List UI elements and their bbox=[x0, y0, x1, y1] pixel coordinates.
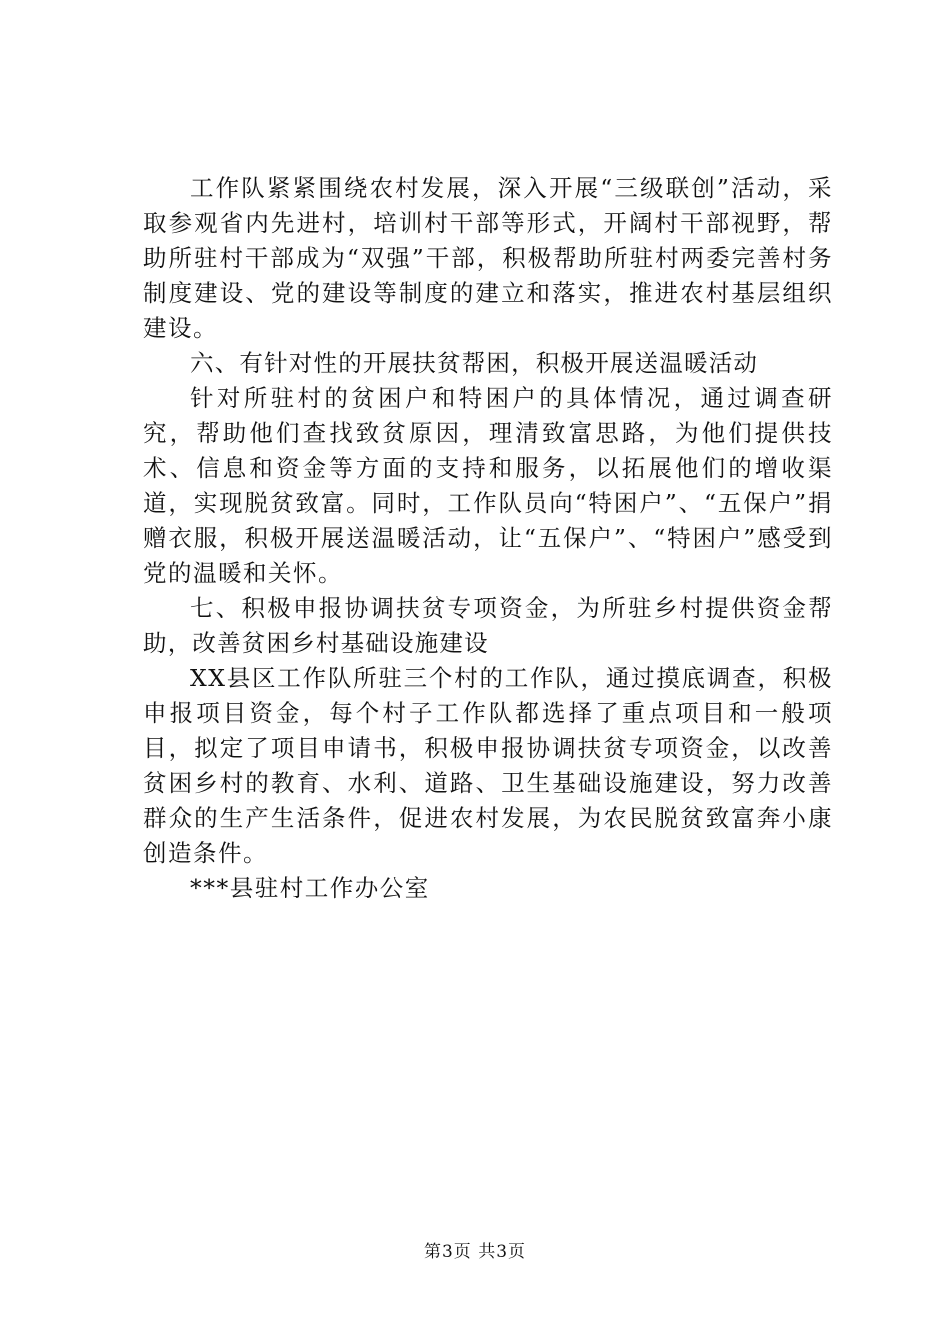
paragraph-project-funding: XX县区工作队所驻三个村的工作队，通过摸底调查，积极申报项目资金，每个村子工作队都选择了重点项目和一般项目，拟定了项目申请书，积极申报协调扶贫专项资金，以改善贫困乡村的教育、水利、道路、卫生基础设施建设，努力改善群众的生产生活条件，促进农村发展，为农民脱贫致富奔小康创造条件。 bbox=[143, 664, 833, 867]
section-heading-seven: 七、积极申报协调扶贫专项资金，为所驻乡村提供资金帮助，改善贫困乡村基础设施建设 bbox=[143, 594, 833, 657]
signature-office: ***县驻村工作办公室 bbox=[190, 874, 430, 902]
document-body bbox=[143, 171, 833, 906]
paragraph-organization-building: 工作队紧紧围绕农村发展，深入开展“三级联创”活动，采取参观省内先进村，培训村干部等形式，开阔村干部视野，帮助所驻村干部成为“双强”干部，积极帮助所驻村两委完善村务制度建设、党的建设等制度的建立和落实，推进农村基层组织建设。 bbox=[143, 174, 833, 342]
page-number-footer: 第3页 共3页 bbox=[423, 1242, 527, 1262]
section-heading-six: 六、有针对性的开展扶贫帮困，积极开展送温暖活动 bbox=[190, 349, 759, 377]
paragraph-poverty-relief: 针对所驻村的贫困户和特困户的具体情况，通过调查研究，帮助他们查找致贫原因，理清致富思路，为他们提供技术、信息和资金等方面的支持和服务，以拓展他们的增收渠道，实现脱贫致富。同时，工作队员向“特困户”、“五保户”捐赠衣服，积极开展送温暖活动，让“五保户”、“特困户”感受到党的温暖和关怀。 bbox=[143, 384, 833, 587]
